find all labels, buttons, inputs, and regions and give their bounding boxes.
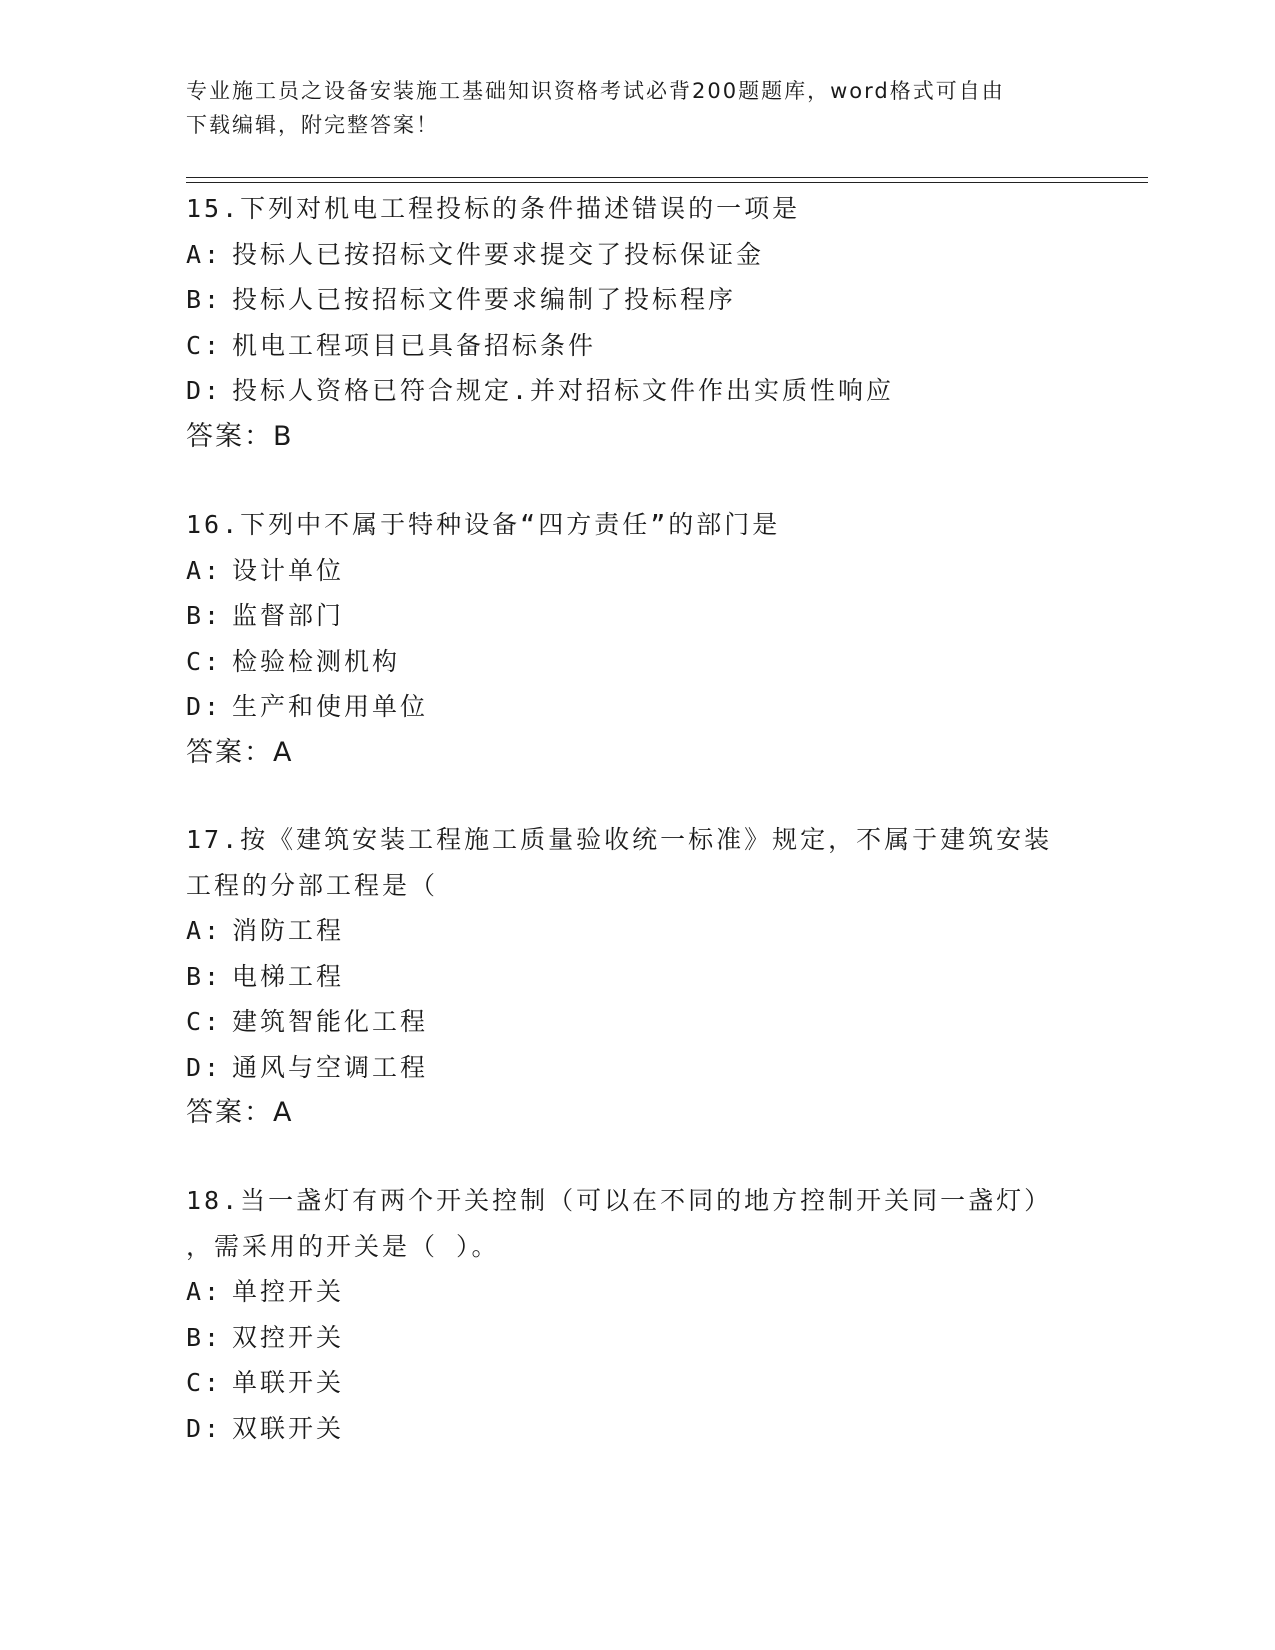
question-stem: 16.下列中不属于特种设备“四方责任”的部门是 xyxy=(186,510,781,539)
option-letter: D: xyxy=(186,692,223,721)
option-a xyxy=(186,1269,1086,1315)
option-a xyxy=(186,548,1086,594)
option-b xyxy=(186,954,1086,1000)
question-stem: 18.当一盏灯有两个开关控制（可以在不同的地方控制开关同一盏灯） xyxy=(186,1186,1053,1215)
header-line-1: 专业施工员之设备安装施工基础知识资格考试必背200题题库，word格式可自由 xyxy=(186,79,1005,103)
header-divider-top xyxy=(186,177,1148,178)
option-text: 单控开关 xyxy=(232,1277,345,1306)
option-letter: A: xyxy=(186,555,223,585)
option-letter: B: xyxy=(186,285,223,314)
option-letter: D: xyxy=(186,1052,223,1082)
header-divider-bottom xyxy=(186,182,1148,183)
option-text: 监督部门 xyxy=(232,601,345,630)
option-text: 双控开关 xyxy=(232,1322,345,1352)
option-c xyxy=(186,1360,1086,1406)
option-letter: D: xyxy=(186,1413,223,1443)
option-d xyxy=(186,1045,1086,1091)
option-letter: A: xyxy=(186,916,223,945)
question-stem-continued: ，需采用的开关是（ ）。 xyxy=(186,1231,500,1261)
option-text: 投标人已按招标文件要求编制了投标程序 xyxy=(232,285,737,314)
question-stem: 15.下列对机电工程投标的条件描述错误的一项是 xyxy=(186,194,801,223)
option-text: 投标人资格已符合规定.并对招标文件作出实质性响应 xyxy=(232,376,895,405)
option-a xyxy=(186,232,1086,278)
option-letter: C: xyxy=(186,646,223,676)
option-letter: C: xyxy=(186,330,223,360)
document-header xyxy=(186,74,1066,142)
option-c xyxy=(186,999,1086,1045)
option-text: 消防工程 xyxy=(232,916,345,945)
option-text: 建筑智能化工程 xyxy=(232,1007,429,1036)
option-letter: B: xyxy=(186,1322,223,1352)
option-text: 设计单位 xyxy=(232,555,345,585)
option-letter: B: xyxy=(186,961,223,991)
option-b xyxy=(186,277,1086,323)
option-d xyxy=(186,368,1086,414)
question-16 xyxy=(186,502,1086,775)
answer-line: 答案：A xyxy=(186,736,294,768)
question-17 xyxy=(186,817,1086,1136)
option-d xyxy=(186,684,1086,730)
option-letter: C: xyxy=(186,1007,223,1036)
option-c xyxy=(186,323,1086,369)
question-18 xyxy=(186,1178,1086,1451)
option-text: 双联开关 xyxy=(232,1413,345,1443)
option-c xyxy=(186,639,1086,685)
question-stem: 17.按《建筑安装工程施工质量验收统一标准》规定，不属于建筑安装 xyxy=(186,825,1053,854)
option-a xyxy=(186,908,1086,954)
option-text: 检验检测机构 xyxy=(232,646,401,676)
option-letter: B: xyxy=(186,601,223,630)
option-letter: C: xyxy=(186,1368,223,1397)
option-d xyxy=(186,1406,1086,1452)
option-letter: A: xyxy=(186,1277,223,1306)
header-line-2: 下载编辑，附完整答案！ xyxy=(186,113,439,137)
option-text: 投标人已按招标文件要求提交了投标保证金 xyxy=(232,239,765,269)
option-b xyxy=(186,1315,1086,1361)
option-text: 单联开关 xyxy=(232,1368,345,1397)
option-text: 机电工程项目已具备招标条件 xyxy=(232,330,597,360)
option-text: 通风与空调工程 xyxy=(232,1052,429,1082)
option-text: 电梯工程 xyxy=(232,961,345,991)
option-letter: A: xyxy=(186,239,223,269)
answer-line: 答案：B xyxy=(186,420,294,452)
answer-line: 答案：A xyxy=(186,1097,294,1128)
question-stem-continued: 工程的分部工程是（ xyxy=(186,870,439,900)
option-letter: D: xyxy=(186,376,223,405)
option-b xyxy=(186,593,1086,639)
question-15 xyxy=(186,186,1086,459)
option-text: 生产和使用单位 xyxy=(232,692,429,721)
